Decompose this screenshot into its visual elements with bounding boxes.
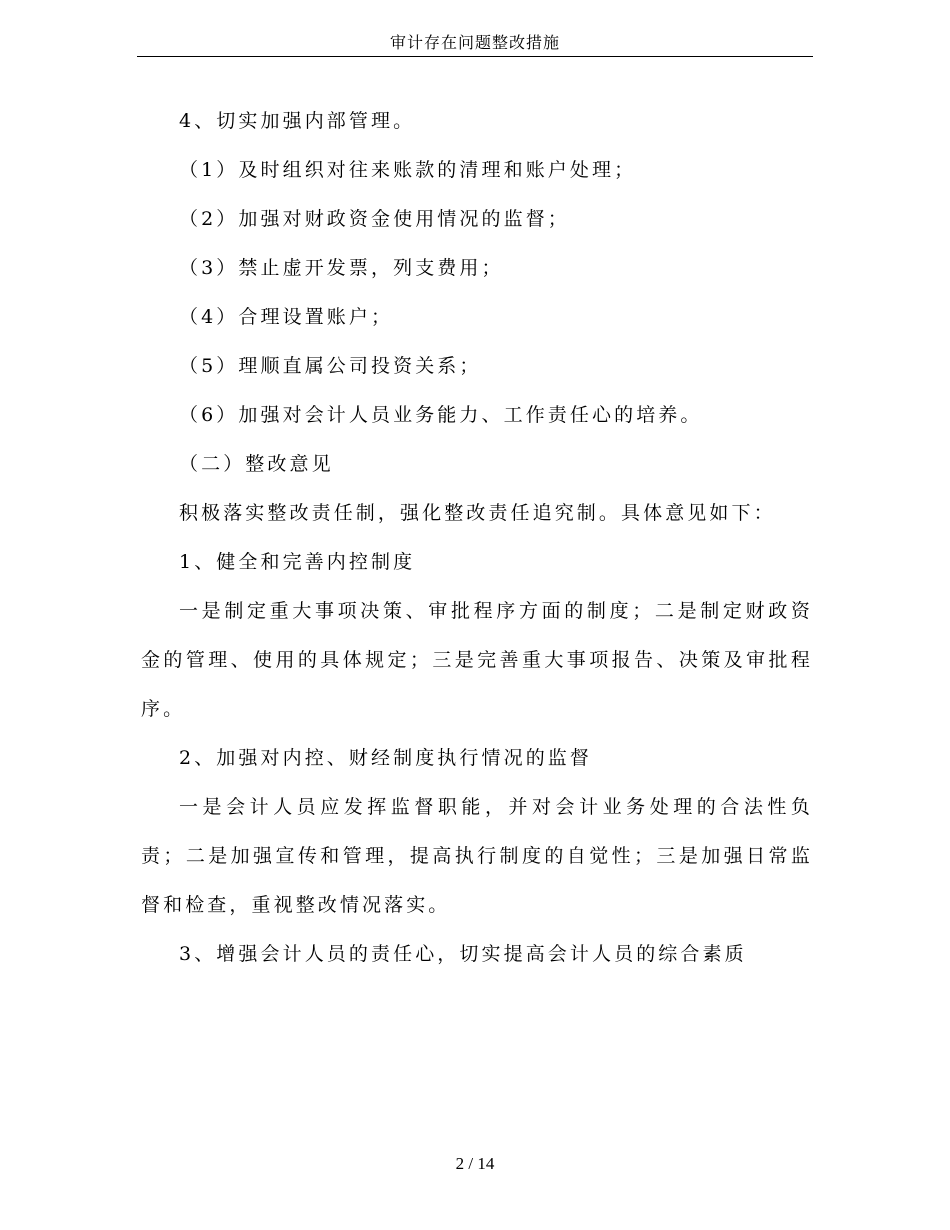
subheading-2: 2、加强对内控、财经制度执行情况的监督 xyxy=(179,747,592,769)
paragraph-supervision: 一是会计人员应发挥监督职能，并对会计业务处理的合法性负责；二是加强宣传和管理，提高执行制度的自觉性；三是加强日常监督和检查，重视整改情况落实。 xyxy=(141,796,813,916)
list-item-1: （1）及时组织对往来账款的清理和账户处理； xyxy=(179,159,637,181)
list-item-2: （2）加强对财政资金使用情况的监督； xyxy=(179,208,570,230)
section-heading-rectification: （二）整改意见 xyxy=(179,453,334,475)
paragraph-section-4: 4、切实加强内部管理。 xyxy=(179,110,416,132)
paragraph-intro: 积极落实整改责任制，强化整改责任追究制。具体意见如下： xyxy=(179,502,776,524)
page-number: 2 / 14 xyxy=(455,1154,495,1173)
list-item-6: （6）加强对会计人员业务能力、工作责任心的培养。 xyxy=(179,404,703,426)
page-header xyxy=(137,30,813,57)
list-item-5: （5）理顺直属公司投资关系； xyxy=(179,355,482,377)
subheading-1: 1、健全和完善内控制度 xyxy=(179,551,416,573)
paragraph-internal-control: 一是制定重大事项决策、审批程序方面的制度；二是制定财政资金的管理、使用的具体规定；三是完善重大事项报告、决策及审批程序。 xyxy=(141,600,813,720)
list-item-3: （3）禁止虚开发票，列支费用； xyxy=(179,257,504,279)
list-item-4: （4）合理设置账户； xyxy=(179,306,394,328)
subheading-3: 3、增强会计人员的责任心，切实提高会计人员的综合素质 xyxy=(179,943,747,965)
header-title: 审计存在问题整改措施 xyxy=(389,33,560,52)
document-body xyxy=(141,97,813,979)
page-footer xyxy=(0,1152,950,1176)
